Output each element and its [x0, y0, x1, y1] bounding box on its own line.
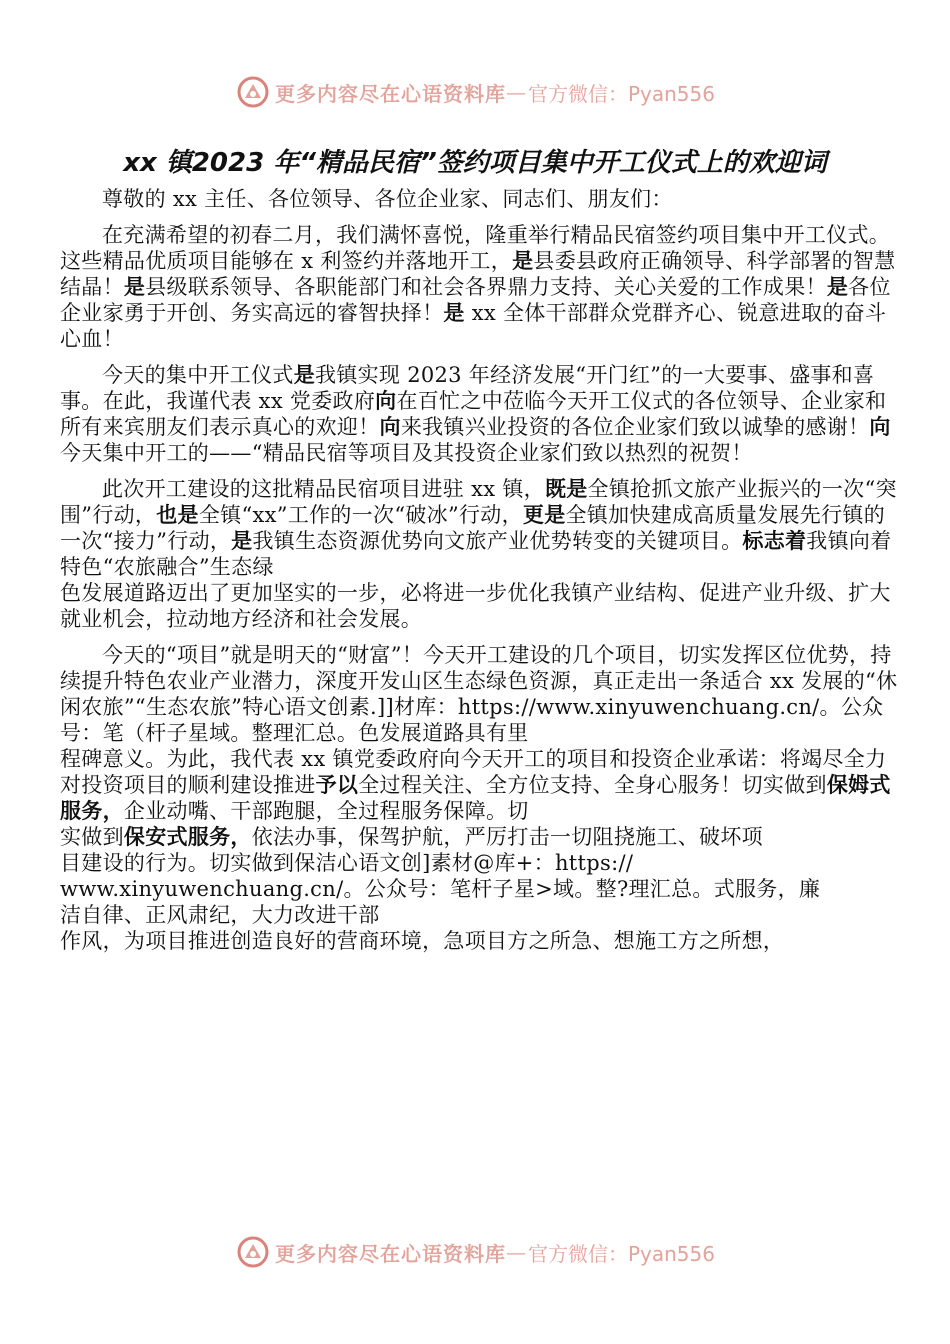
paragraph-4-line: www.xinyuwenchuang.cn/。公众号：笔杆子星>域。整?理汇总。式服务，廉 — [60, 877, 821, 901]
paragraph-4: 今天的“项目”就是明天的“财富”！今天开工建设的几个项目，切实发挥区位优势，持续提升特色农业产业潜力，深度开发山区生态绿色资源，真正走出一条适合 xx 发展的“休闲农旅”“生态农旅”特心语文创素.]]材库：https://www.xinyuwenchuang.cn/。公众号：笔（杆子星域。整理汇总。色发展道路具有里 — [60, 643, 898, 745]
text: 各位企业家勇于开创、务实高远的睿智抉择！ — [60, 275, 891, 325]
header-banner — [0, 70, 950, 114]
paragraph-4-line: 洁自律、正风肃纪，大力改进干部 — [60, 903, 380, 927]
emphasis: 是 — [231, 529, 253, 553]
banner-text: 更多内容尽在心语资料库 — [274, 1241, 506, 1266]
salutation: 尊敬的 xx 主任、各位领导、各位企业家、同志们、朋友们： — [102, 187, 673, 211]
brand-logo-icon — [235, 74, 271, 110]
text: 我镇实现 2023 年经济发展“开门红”的一大要事、盛事和喜事。在此，我谨代表 xx 党委政府 — [60, 363, 875, 413]
emphasis: 是 — [826, 275, 849, 299]
footer-banner — [0, 1230, 950, 1274]
banner-account: 官方微信：Pyan556 — [527, 1241, 715, 1266]
text: 此次开工建设的这批精品民宿项目进驻 xx 镇， — [102, 477, 545, 501]
text: 我镇生态资源优势向文旅产业优势转变的关键项目。 — [252, 529, 743, 553]
emphasis: 向 — [379, 415, 401, 439]
brand-logo-icon — [235, 1234, 271, 1270]
paragraph-1 — [60, 222, 900, 352]
emphasis: 标志着 — [742, 529, 807, 553]
document-title: xx 镇2023 年“精品民宿”签约项目集中开工仪式上的欢迎词 — [123, 148, 827, 178]
text: 县委县政府正确领导、科学部署的智慧结晶！ — [60, 249, 896, 299]
text: 全镇抢抓文旅产业振兴的一次“突围”行动， — [60, 477, 897, 527]
emphasis: 是 — [293, 363, 316, 387]
emphasis: 也是 — [156, 503, 199, 527]
emphasis: 保姆式服务， — [60, 773, 891, 823]
text: 企业动嘴、干部跑腿，全过程服务保障。切 — [123, 799, 529, 823]
emphasis: 是 — [443, 301, 465, 325]
emphasis: 既是 — [544, 477, 588, 501]
emphasis: 向 — [375, 389, 397, 413]
text: 县级联系领导、各职能部门和社会各界鼎力支持、关心关爱的工作成果！ — [145, 275, 827, 299]
text: 今天集中开工的——“精品民宿等项目及其投资企业家们致以热烈的祝贺！ — [60, 441, 753, 465]
text: 实做到 — [60, 825, 124, 849]
emphasis: 是 — [123, 275, 146, 299]
text: 在充满希望的初春二月，我们满怀喜悦，隆重举行精品民宿签约项目集中开工仪式。这些精品优质项目能够在 x 利签约并落地开工， — [60, 223, 891, 273]
paragraph-3 — [60, 476, 900, 580]
paragraph-2 — [60, 362, 900, 466]
emphasis: 是 — [512, 249, 534, 273]
text: 在百忙之中莅临今天开工仪式的各位领导、企业家和所有来宾朋友们表示真心的欢迎！ — [60, 389, 887, 439]
paragraph-4-line: 作风，为项目推进创造良好的营商环境，急项目方之所急、想施工方之所想， — [60, 929, 785, 953]
paragraph-4-line — [60, 824, 900, 850]
banner-separator: — — [505, 1240, 526, 1264]
text: 全镇加快建成高质量发展先行镇的一次“接力”行动， — [60, 503, 885, 553]
emphasis: 更是 — [522, 503, 566, 527]
text: 程碑意义。为此，我代表 xx 镇党委政府向今天开工的项目和投资企业承诺：将竭尽全力对投资项目的顺利建设推进 — [60, 747, 887, 797]
text: 今天的集中开工仪式 — [102, 363, 294, 387]
emphasis: 向 — [869, 415, 891, 439]
text: xx 全体干部群众党群齐心、锐意进取的奋斗心血！ — [60, 301, 887, 351]
banner-account: 官方微信：Pyan556 — [527, 81, 715, 106]
paragraph-4-line — [60, 746, 900, 824]
text: 来我镇兴业投资的各位企业家们致以诚挚的感谢！ — [400, 415, 870, 439]
text: 全镇“xx”工作的一次“破冰”行动， — [198, 503, 523, 527]
emphasis: 予以 — [315, 773, 359, 797]
paragraph-4-line: 目建设的行为。切实做到保洁心语文创]素材@库+：https:// — [60, 851, 634, 875]
banner-separator: — — [505, 80, 526, 104]
text: 我镇向着特色“农旅融合”生态绿 — [60, 529, 892, 579]
text: 全过程关注、全方位支持、全身心服务！切实做到 — [358, 773, 827, 797]
text: 依法办事，保驾护航，严厉打击一切阻挠施工、破坏项 — [251, 825, 763, 849]
banner-text: 更多内容尽在心语资料库 — [274, 81, 506, 106]
paragraph-3-continued: 色发展道路迈出了更加坚实的一步，必将进一步优化我镇产业结构、促进产业升级、扩大就业机会，拉动地方经济和社会发展。 — [60, 581, 891, 631]
emphasis: 保安式服务， — [123, 825, 252, 849]
document-body — [60, 186, 900, 954]
